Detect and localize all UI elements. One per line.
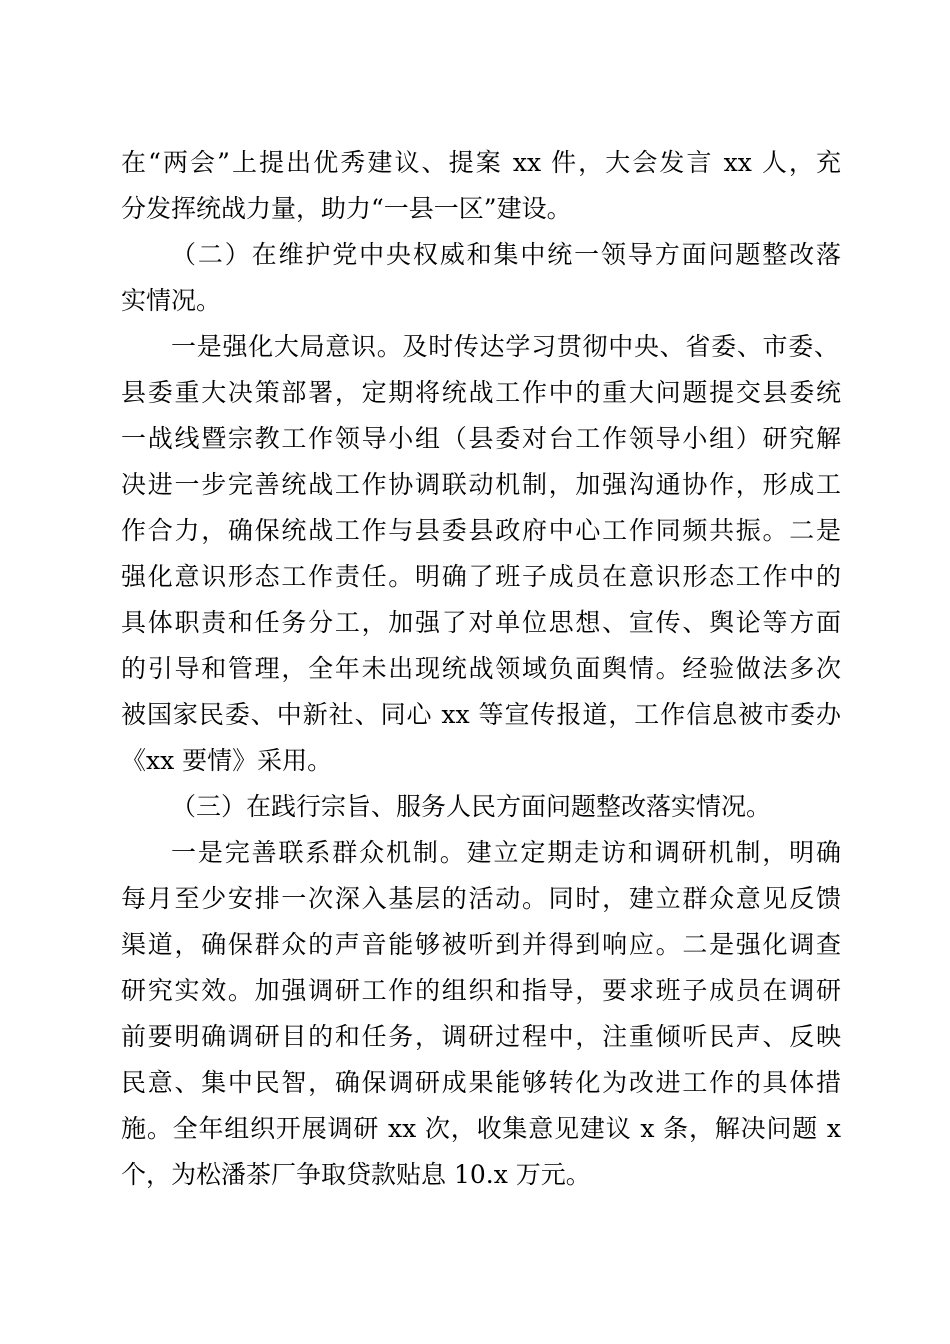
text-line: 个，为松潘茶厂争取贷款贴息 10.x 万元。	[121, 1160, 591, 1189]
text-line: 渠道，确保群众的声音能够被听到并得到响应。二是强化调查	[121, 930, 841, 959]
text-line: 研究实效。加强调研工作的组织和指导，要求班子成员在调研	[121, 976, 841, 1005]
section-heading: 实情况。	[121, 286, 222, 315]
text-line: 民意、集中民智，确保调研成果能够转化为改进工作的具体措	[121, 1068, 841, 1097]
text-line: 强化意识形态工作责任。明确了班子成员在意识形态工作中的	[121, 562, 841, 591]
text-line: 一是强化大局意识。及时传达学习贯彻中央、省委、市委、	[171, 332, 839, 361]
text-line: 具体职责和任务分工，加强了对单位思想、宣传、舆论等方面	[121, 608, 841, 637]
text-line: 决进一步完善统战工作协调联动机制，加强沟通协作，形成工	[121, 470, 841, 499]
text-line: 的引导和管理，全年未出现统战领域负面舆情。经验做法多次	[121, 654, 841, 683]
text-line: 施。全年组织开展调研 xx 次，收集意见建议 x 条，解决问题 x	[121, 1114, 841, 1143]
text-line: 一战线暨宗教工作领导小组（县委对台工作领导小组）研究解	[121, 424, 841, 453]
text-line: 作合力，确保统战工作与县委县政府中心工作同频共振。二是	[121, 516, 841, 545]
text-line: 《xx 要情》采用。	[121, 746, 333, 775]
text-line: 分发挥统战力量，助力“一县一区”建设。	[121, 194, 572, 223]
section-heading: （二）在维护党中央权威和集中统一领导方面问题整改落	[171, 240, 841, 269]
text-line: 在“两会”上提出优秀建议、提案 xx 件，大会发言 xx 人，充	[121, 148, 841, 177]
text-line: 县委重大决策部署，定期将统战工作中的重大问题提交县委统	[121, 378, 841, 407]
text-line: 一是完善联系群众机制。建立定期走访和调研机制，明确	[171, 838, 841, 867]
text-line: 前要明确调研目的和任务，调研过程中，注重倾听民声、反映	[121, 1022, 841, 1051]
section-heading: （三）在践行宗旨、服务人民方面问题整改落实情况。	[171, 792, 772, 821]
text-line: 被国家民委、中新社、同心 xx 等宣传报道，工作信息被市委办	[121, 700, 841, 729]
text-line: 每月至少安排一次深入基层的活动。同时，建立群众意见反馈	[121, 884, 841, 913]
